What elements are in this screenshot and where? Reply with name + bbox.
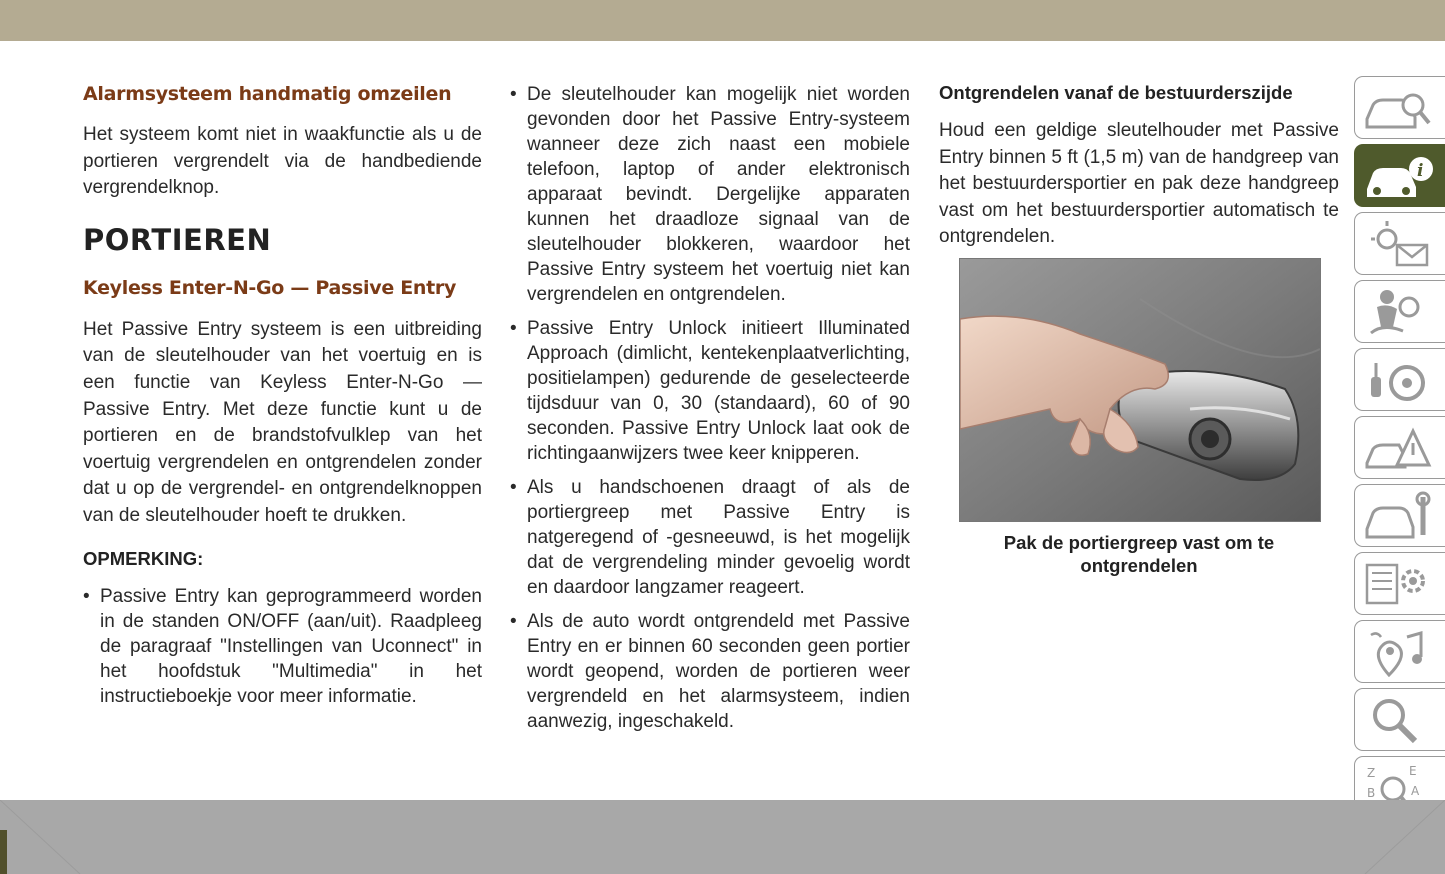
photo-caption: Pak de portiergreep vast om te ontgrendelen	[1003, 532, 1275, 576]
keyless-text: Het Passive Entry systeem is een uitbreiding van de sleutelhouder van het voertuig en is een functie van Keyless Enter-N-Go — Passive Entry. Met deze functie kunt u de portieren en de brandstofvulklep van het voertuig vergrendelen en ontgrendelen zonder dat u op de vergrendel- en ontgrendelknoppen van de sleutelhouder hoeft te drukken.	[83, 318, 482, 526]
svg-text:Z: Z	[1367, 766, 1376, 780]
steering-wheel-key-icon	[1363, 355, 1433, 405]
top-bar	[0, 0, 1445, 41]
car-info-icon	[1363, 151, 1433, 201]
bottom-corner-accent	[0, 830, 7, 874]
specifications-gear-icon	[1363, 559, 1433, 609]
bottom-bar	[0, 800, 1445, 874]
door-handle-illustration	[960, 259, 1320, 521]
tab-getting-to-know-vehicle[interactable]	[1354, 76, 1445, 139]
list-item: • Als de auto wordt ontgrendeld met Passive Entry en er binnen 60 seconden geen portier wordt geopend, worden de portieren weer vergrendeld en het alarmsysteem, indien aanwezig, ingeschakeld.	[510, 609, 910, 734]
tab-starting-operating[interactable]	[1354, 348, 1445, 411]
warning-light-message-icon	[1363, 219, 1433, 269]
car-search-icon	[1363, 83, 1433, 133]
magnifier-icon	[1363, 695, 1433, 745]
column-left	[83, 78, 482, 709]
bottom-bar-lines	[0, 800, 1445, 874]
note-label: OPMERKING:	[83, 547, 204, 569]
tab-multimedia[interactable]	[1354, 620, 1445, 683]
list-item: • Passive Entry kan geprogrammeerd worden in de standen ON/OFF (aan/uit). Raadpleeg de paragraaf "Instellingen van Uconnect" in het hoofdstuk "Multimedia" in het instructieboekje voor meer informatie.	[83, 584, 482, 709]
alarm-bypass-text: Het systeem komt niet in waakfunctie als u de portieren vergrendelt via de handbediende vergrendelknop.	[83, 124, 482, 199]
door-handle-photo	[959, 258, 1321, 522]
roadside-warning-icon	[1363, 423, 1433, 473]
alarm-bypass-heading: Alarmsysteem handmatig omzeilen	[83, 83, 452, 105]
tab-instrument-panel[interactable]	[1354, 212, 1445, 275]
list-item: • De sleutelhouder kan mogelijk niet worden gevonden door het Passive Entry-systeem wanneer deze zich naast een mobiele telefoon, laptop of ander elektronisch apparaat bevindt. Dergelijke apparaten kunnen het draadloze signaal van de sleutelhouder blokkeren, waardoor het Passive Entry systeem het voertuig niet kan vergrendelen en ontgrendelen.	[510, 82, 910, 307]
tab-technical-specifications[interactable]	[1354, 552, 1445, 615]
car-service-icon	[1363, 491, 1433, 541]
keyless-heading: Keyless Enter-N-Go — Passive Entry	[83, 276, 457, 299]
tab-safety[interactable]	[1354, 280, 1445, 343]
column-right	[939, 82, 1339, 251]
airbag-safety-icon	[1363, 287, 1433, 337]
list-item: • Passive Entry Unlock initieert Illuminated Approach (dimlicht, kentekenplaatverlichting, positielampen) gedurende de geselecteerde tijdsduur van 0, 30 (standaard), 60 of 90 seconden. Passive Entry Unlock laat ook de richtingaanwijzers twee keer knipperen.	[510, 316, 910, 466]
svg-text:i: i	[1417, 161, 1424, 181]
svg-text:A: A	[1411, 784, 1420, 798]
tab-servicing-maintenance[interactable]	[1354, 484, 1445, 547]
column-middle	[510, 82, 910, 734]
tab-getting-started[interactable]	[1354, 144, 1445, 207]
driver-unlock-heading: Ontgrendelen vanaf de bestuurderszijde	[939, 82, 1293, 103]
note-list	[83, 584, 482, 709]
tab-in-case-of-emergency[interactable]	[1354, 416, 1445, 479]
svg-text:E: E	[1409, 764, 1417, 778]
bullet-list	[510, 82, 910, 734]
list-item: • Als u handschoenen draagt of als de portiergreep met Passive Entry is natgeregend of -gesneeuwd, is het mogelijk dat de vergrendeling minder gevoelig wordt en daardoor langzamer reageert.	[510, 475, 910, 600]
section-title: PORTIEREN	[83, 222, 272, 257]
driver-unlock-text: Houd een geldige sleutelhouder met Passive Entry binnen 5 ft (1,5 m) van de handgreep van het bestuurdersportier en pak deze handgreep vast om het bestuurdersportier automatisch te ontgrendelen.	[939, 120, 1339, 248]
multimedia-icon	[1363, 627, 1433, 677]
tab-customer-assistance[interactable]	[1354, 688, 1445, 751]
svg-text:B: B	[1367, 786, 1376, 800]
